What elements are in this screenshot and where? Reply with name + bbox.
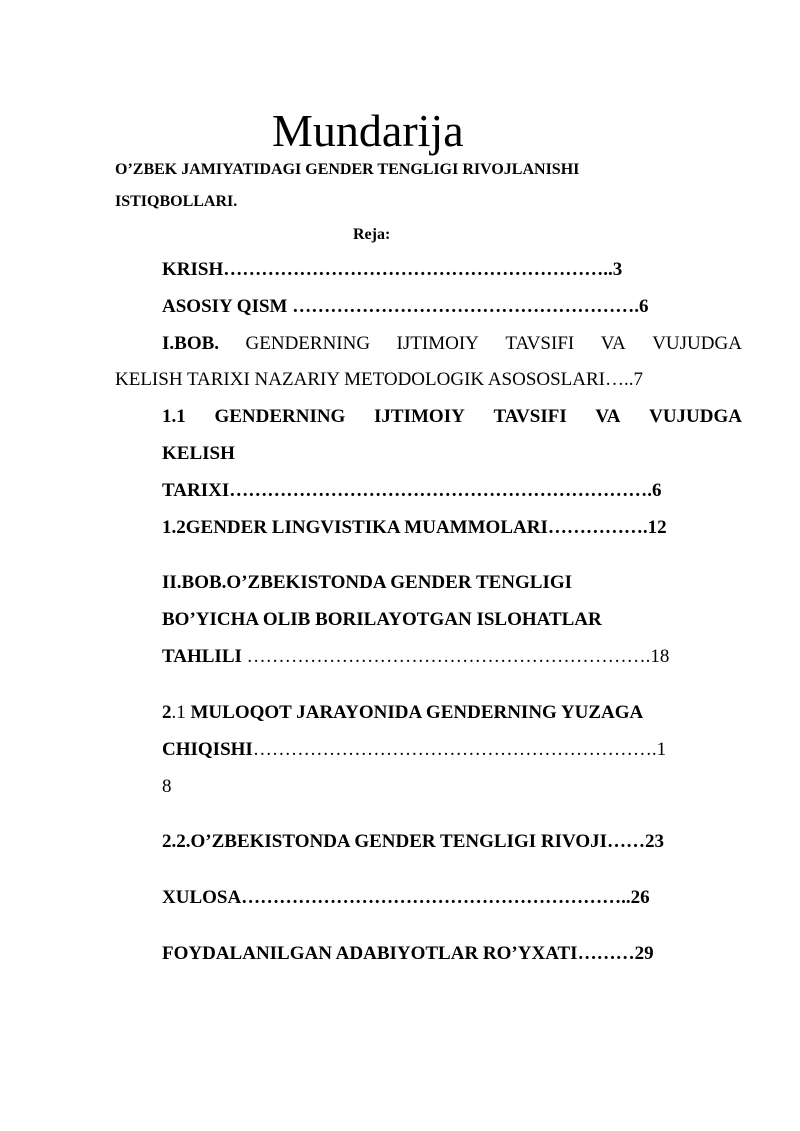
- toc-entry-2-1-line1: [162, 701, 742, 725]
- toc-bob1-label: I.BOB.: [162, 333, 220, 354]
- toc-entry-2-2: 2.2.O’ZBEKISTONDA GENDER TENGLIGI RIVOJI……23: [162, 831, 664, 852]
- toc-1-1-word: 1.1: [162, 406, 186, 427]
- plan-heading: Reja:: [353, 226, 391, 243]
- document-subtitle-line2: ISTIQBOLLARI.: [115, 193, 238, 210]
- toc-bob2-page: ……………………………………………………….18: [241, 646, 670, 667]
- toc-bob1-word: IJTIMOIY: [396, 333, 479, 354]
- toc-2-1-number-minor: .1: [171, 702, 191, 723]
- toc-1-1-word: VUJUDGA: [649, 406, 742, 427]
- toc-2-1-number-major: 2: [162, 702, 172, 723]
- toc-bob1-word: VUJUDGA: [652, 333, 742, 354]
- toc-entry-asosiy-qism: ASOSIY QISM ……………………………………………….6: [162, 296, 649, 317]
- toc-bob1-word: VA: [600, 333, 626, 354]
- toc-2-1-title: MULOQOT JARAYONIDA GENDERNING YUZAGA: [190, 702, 644, 723]
- toc-1-1-word: IJTIMOIY: [374, 406, 465, 427]
- toc-entry-bob1-line2: KELISH TARIXI NAZARIY METODOLOGIK ASOSOSLARI…..7: [115, 369, 644, 390]
- toc-bob1-word: TAVSIFI: [505, 333, 575, 354]
- toc-entry-foydalanilgan-adabiyotlar: FOYDALANILGAN ADABIYOTLAR RO’YXATI………29: [162, 943, 654, 964]
- toc-entry-1-2: 1.2GENDER LINGVISTIKA MUAMMOLARI…………….12: [162, 517, 667, 538]
- toc-bob2-tahlili: TAHLILI: [162, 646, 242, 667]
- toc-entry-bob2-line2: BO’YICHA OLIB BORILAYOTGAN ISLOHATLAR: [162, 609, 602, 630]
- page-title: Mundarija: [272, 105, 464, 156]
- toc-entry-kirish: KRISH……………………………………………………..3: [162, 259, 623, 280]
- toc-entry-xulosa: XULOSA……………………………………………………..26: [162, 887, 650, 908]
- toc-1-1-word: VA: [595, 406, 621, 427]
- toc-entry-1-1-line2: KELISH: [162, 443, 235, 464]
- toc-entry-2-1-line2: [162, 738, 742, 762]
- toc-entry-1-1-line3: TARIXI………………………………………………………….6: [162, 480, 662, 501]
- toc-bob1-word: GENDERNING: [245, 333, 371, 354]
- toc-entry-1-1-line1: [162, 405, 742, 429]
- toc-2-1-chiqishi: CHIQISHI: [162, 739, 253, 760]
- toc-2-1-leader: ……………………………………………………….1: [252, 739, 667, 760]
- toc-entry-2-1-line3: 8: [162, 776, 172, 797]
- toc-1-1-word: TAVSIFI: [493, 406, 567, 427]
- toc-entry-bob1-line1: [162, 332, 742, 356]
- document-subtitle-line1: O’ZBEK JAMIYATIDAGI GENDER TENGLIGI RIVOJLANISHI: [115, 161, 580, 178]
- toc-entry-bob2-line3: [162, 645, 742, 669]
- toc-1-1-word: GENDERNING: [214, 406, 346, 427]
- toc-entry-bob2-line1: II.BOB.O’ZBEKISTONDA GENDER TENGLIGI: [162, 572, 573, 593]
